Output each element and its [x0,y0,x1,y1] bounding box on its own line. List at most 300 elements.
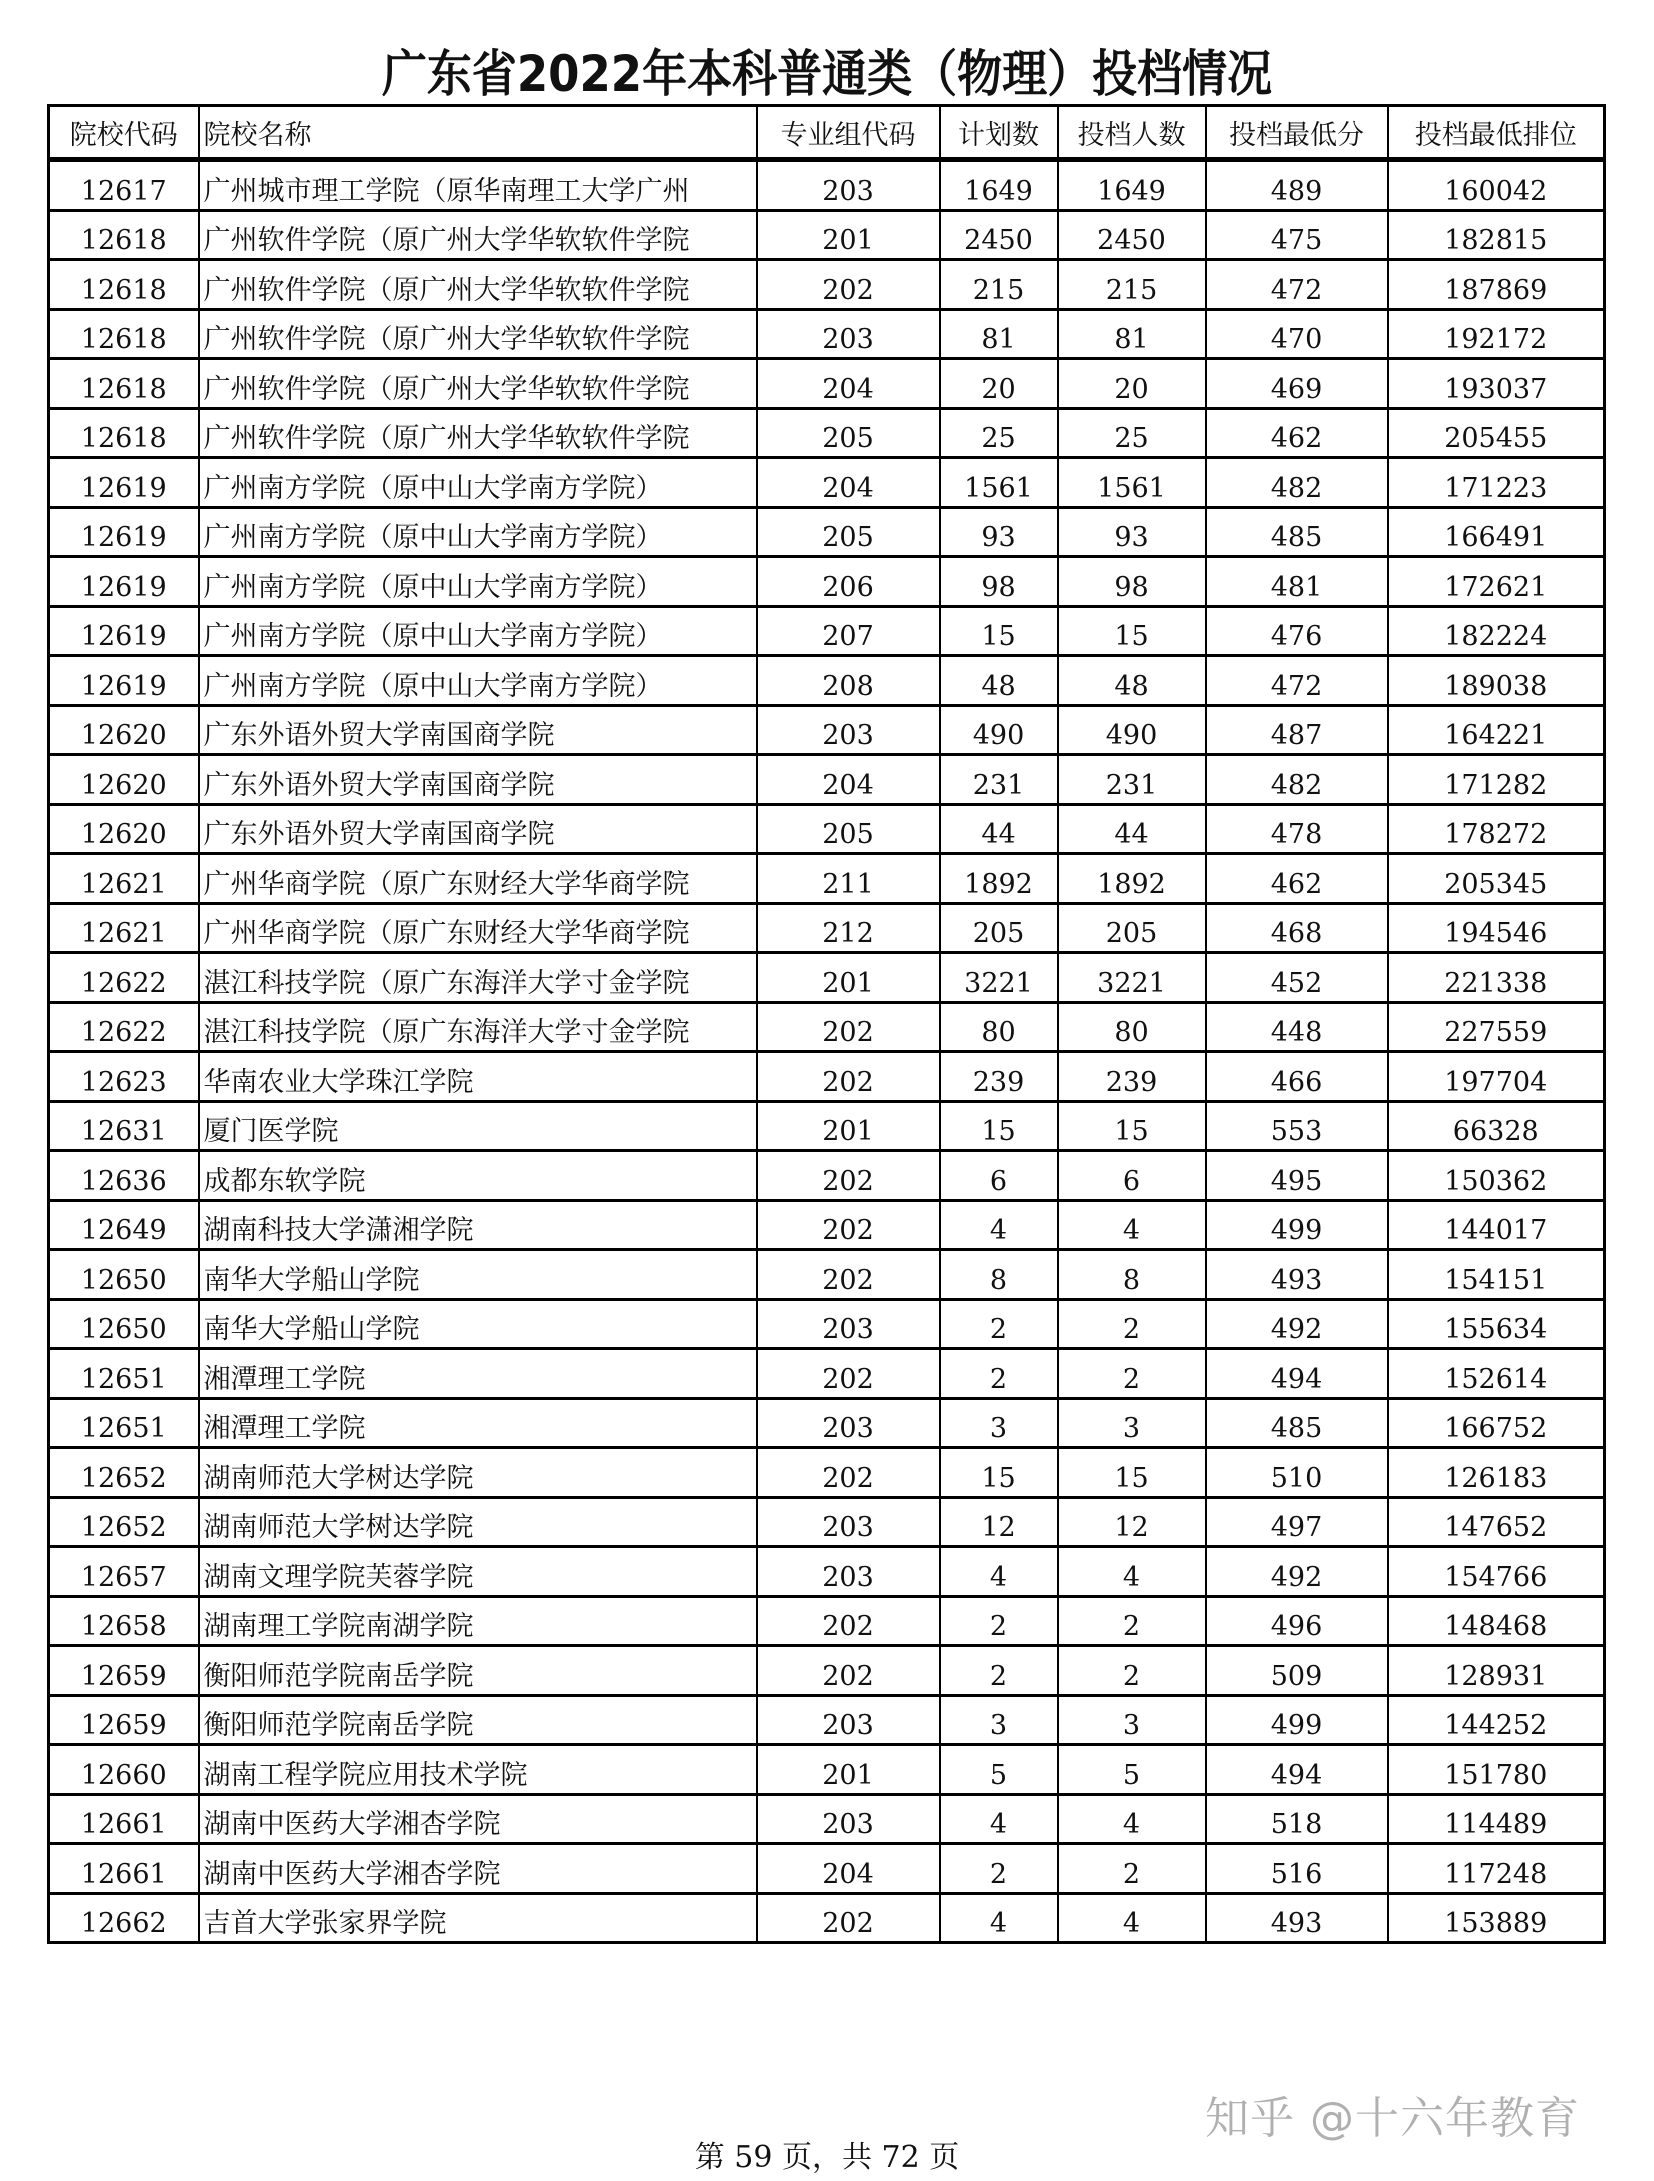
cell-min-score: 493 [1206,1250,1388,1300]
cell-school-name: 衡阳师范学院南岳学院 [199,1695,757,1745]
table-row [49,854,1605,904]
table-row [49,705,1605,755]
table-row [49,210,1605,260]
cell-plan-count: 2 [940,1596,1058,1646]
cell-min-score: 494 [1206,1745,1388,1795]
cell-group-code: 202 [757,260,940,310]
cell-plan-count: 231 [940,755,1058,805]
table-row [49,1844,1605,1894]
cell-school-name: 广州南方学院（原中山大学南方学院） [199,656,757,706]
cell-plan-count: 15 [940,606,1058,656]
admission-table [47,104,1606,1944]
cell-plan-count: 6 [940,1151,1058,1201]
cell-school-code: 12651 [49,1349,199,1399]
cell-admitted-count: 1649 [1058,160,1206,211]
cell-min-rank: 154151 [1388,1250,1605,1300]
cell-group-code: 202 [757,1200,940,1250]
cell-min-rank: 166491 [1388,507,1605,557]
cell-min-rank: 126183 [1388,1448,1605,1498]
cell-admitted-count: 15 [1058,606,1206,656]
cell-group-code: 203 [757,160,940,211]
cell-school-name: 成都东软学院 [199,1151,757,1201]
cell-admitted-count: 2 [1058,1646,1206,1696]
cell-school-code: 12619 [49,656,199,706]
cell-plan-count: 3 [940,1398,1058,1448]
cell-min-score: 510 [1206,1448,1388,1498]
cell-group-code: 203 [757,1695,940,1745]
cell-min-rank: 182224 [1388,606,1605,656]
cell-plan-count: 12 [940,1497,1058,1547]
cell-plan-count: 4 [940,1547,1058,1597]
cell-admitted-count: 12 [1058,1497,1206,1547]
cell-group-code: 204 [757,755,940,805]
cell-plan-count: 3221 [940,953,1058,1003]
page-title: 广东省2022年本科普通类（物理）投档情况 [381,45,1273,103]
cell-group-code: 202 [757,1893,940,1943]
cell-min-rank: 221338 [1388,953,1605,1003]
cell-group-code: 202 [757,1002,940,1052]
cell-plan-count: 25 [940,408,1058,458]
table-row [49,507,1605,557]
cell-plan-count: 81 [940,309,1058,359]
cell-group-code: 203 [757,1497,940,1547]
cell-group-code: 203 [757,1299,940,1349]
cell-min-rank: 155634 [1388,1299,1605,1349]
cell-min-rank: 144252 [1388,1695,1605,1745]
cell-min-rank: 114489 [1388,1794,1605,1844]
cell-school-name: 广州软件学院（原广州大学华软软件学院 [199,359,757,409]
cell-min-rank: 205345 [1388,854,1605,904]
cell-group-code: 201 [757,1101,940,1151]
cell-plan-count: 15 [940,1101,1058,1151]
cell-school-code: 12661 [49,1794,199,1844]
cell-school-code: 12631 [49,1101,199,1151]
table-row [49,1497,1605,1547]
cell-school-code: 12618 [49,210,199,260]
cell-min-score: 470 [1206,309,1388,359]
cell-school-code: 12623 [49,1052,199,1102]
cell-school-code: 12618 [49,359,199,409]
cell-admitted-count: 48 [1058,656,1206,706]
cell-group-code: 207 [757,606,940,656]
cell-min-rank: 153889 [1388,1893,1605,1943]
cell-group-code: 203 [757,1547,940,1597]
cell-min-rank: 164221 [1388,705,1605,755]
cell-min-rank: 147652 [1388,1497,1605,1547]
cell-school-code: 12659 [49,1695,199,1745]
table-row [49,606,1605,656]
cell-school-name: 湖南中医药大学湘杏学院 [199,1844,757,1894]
cell-school-code: 12652 [49,1497,199,1547]
cell-school-name: 华南农业大学珠江学院 [199,1052,757,1102]
cell-school-name: 广州南方学院（原中山大学南方学院） [199,458,757,508]
cell-min-rank: 152614 [1388,1349,1605,1399]
cell-group-code: 206 [757,557,940,607]
cell-plan-count: 1892 [940,854,1058,904]
cell-school-code: 12619 [49,557,199,607]
cell-school-name: 广东外语外贸大学南国商学院 [199,705,757,755]
table-row [49,1052,1605,1102]
cell-plan-count: 205 [940,903,1058,953]
cell-school-name: 广州南方学院（原中山大学南方学院） [199,507,757,557]
cell-min-rank: 150362 [1388,1151,1605,1201]
table-header-row [49,106,1605,160]
table-row [49,359,1605,409]
cell-plan-count: 2450 [940,210,1058,260]
cell-group-code: 202 [757,1052,940,1102]
cell-group-code: 203 [757,1794,940,1844]
cell-plan-count: 490 [940,705,1058,755]
cell-min-score: 516 [1206,1844,1388,1894]
cell-plan-count: 44 [940,804,1058,854]
table-row [49,1349,1605,1399]
cell-min-rank: 166752 [1388,1398,1605,1448]
header-admitted-count: 投档人数 [1058,106,1206,160]
table-row [49,1547,1605,1597]
cell-school-name: 湖南师范大学树达学院 [199,1497,757,1547]
cell-school-code: 12617 [49,160,199,211]
cell-min-score: 472 [1206,260,1388,310]
cell-group-code: 204 [757,1844,940,1894]
cell-school-code: 12662 [49,1893,199,1943]
cell-school-code: 12659 [49,1646,199,1696]
table-row [49,953,1605,1003]
cell-school-code: 12650 [49,1299,199,1349]
table-row [49,755,1605,805]
table-row [49,1596,1605,1646]
cell-admitted-count: 80 [1058,1002,1206,1052]
cell-plan-count: 2 [940,1844,1058,1894]
cell-school-code: 12620 [49,804,199,854]
cell-admitted-count: 2 [1058,1299,1206,1349]
cell-min-score: 553 [1206,1101,1388,1151]
cell-min-score: 475 [1206,210,1388,260]
cell-min-score: 466 [1206,1052,1388,1102]
cell-admitted-count: 5 [1058,1745,1206,1795]
cell-min-score: 472 [1206,656,1388,706]
table-row [49,1794,1605,1844]
cell-school-code: 12619 [49,507,199,557]
cell-plan-count: 93 [940,507,1058,557]
cell-min-score: 494 [1206,1349,1388,1399]
cell-school-name: 广州城市理工学院（原华南理工大学广州 [199,160,757,211]
cell-min-score: 462 [1206,854,1388,904]
cell-school-name: 吉首大学张家界学院 [199,1893,757,1943]
cell-admitted-count: 6 [1058,1151,1206,1201]
table-row [49,458,1605,508]
table-row [49,1002,1605,1052]
cell-min-score: 493 [1206,1893,1388,1943]
cell-group-code: 202 [757,1151,940,1201]
table-row [49,1250,1605,1300]
cell-min-score: 489 [1206,160,1388,211]
cell-min-rank: 197704 [1388,1052,1605,1102]
table-row [49,1398,1605,1448]
cell-plan-count: 80 [940,1002,1058,1052]
cell-school-name: 湘潭理工学院 [199,1398,757,1448]
cell-admitted-count: 20 [1058,359,1206,409]
table-row [49,1151,1605,1201]
cell-admitted-count: 2 [1058,1349,1206,1399]
cell-admitted-count: 3 [1058,1398,1206,1448]
cell-min-score: 496 [1206,1596,1388,1646]
cell-admitted-count: 4 [1058,1547,1206,1597]
cell-min-score: 499 [1206,1695,1388,1745]
cell-min-rank: 117248 [1388,1844,1605,1894]
cell-school-name: 广东外语外贸大学南国商学院 [199,804,757,854]
table-row [49,656,1605,706]
cell-min-score: 452 [1206,953,1388,1003]
cell-school-name: 广州南方学院（原中山大学南方学院） [199,606,757,656]
watermark: 知乎 @十六年教育 [1205,2093,1580,2144]
table-row [49,309,1605,359]
cell-group-code: 203 [757,309,940,359]
cell-admitted-count: 15 [1058,1448,1206,1498]
cell-min-score: 478 [1206,804,1388,854]
cell-school-name: 广州软件学院（原广州大学华软软件学院 [199,309,757,359]
cell-school-code: 12650 [49,1250,199,1300]
cell-plan-count: 3 [940,1695,1058,1745]
cell-admitted-count: 44 [1058,804,1206,854]
cell-school-code: 12619 [49,606,199,656]
cell-school-code: 12621 [49,854,199,904]
cell-school-code: 12619 [49,458,199,508]
table-row [49,160,1605,211]
cell-min-score: 485 [1206,507,1388,557]
cell-school-name: 广东外语外贸大学南国商学院 [199,755,757,805]
cell-admitted-count: 2 [1058,1596,1206,1646]
cell-group-code: 201 [757,210,940,260]
cell-plan-count: 4 [940,1893,1058,1943]
cell-school-name: 湖南文理学院芙蓉学院 [199,1547,757,1597]
cell-min-rank: 171223 [1388,458,1605,508]
table-row [49,1695,1605,1745]
cell-school-name: 湘潭理工学院 [199,1349,757,1399]
cell-school-code: 12618 [49,408,199,458]
cell-admitted-count: 2 [1058,1844,1206,1894]
cell-admitted-count: 4 [1058,1893,1206,1943]
cell-min-rank: 160042 [1388,160,1605,211]
table-row [49,1448,1605,1498]
cell-min-rank: 154766 [1388,1547,1605,1597]
cell-admitted-count: 3221 [1058,953,1206,1003]
cell-group-code: 202 [757,1646,940,1696]
cell-school-code: 12618 [49,260,199,310]
cell-min-score: 481 [1206,557,1388,607]
cell-group-code: 205 [757,408,940,458]
cell-school-name: 湖南中医药大学湘杏学院 [199,1794,757,1844]
table-row [49,1745,1605,1795]
cell-admitted-count: 215 [1058,260,1206,310]
cell-min-rank: 227559 [1388,1002,1605,1052]
cell-admitted-count: 490 [1058,705,1206,755]
cell-min-rank: 193037 [1388,359,1605,409]
cell-admitted-count: 8 [1058,1250,1206,1300]
cell-group-code: 205 [757,804,940,854]
cell-school-name: 厦门医学院 [199,1101,757,1151]
cell-admitted-count: 25 [1058,408,1206,458]
table-row [49,1646,1605,1696]
cell-admitted-count: 1561 [1058,458,1206,508]
cell-min-rank: 182815 [1388,210,1605,260]
cell-admitted-count: 4 [1058,1200,1206,1250]
page-footer: 第 59 页，共 72 页 [694,2140,960,2175]
cell-admitted-count: 3 [1058,1695,1206,1745]
cell-min-score: 469 [1206,359,1388,409]
cell-group-code: 202 [757,1596,940,1646]
cell-min-rank: 189038 [1388,656,1605,706]
cell-min-score: 492 [1206,1299,1388,1349]
cell-school-code: 12618 [49,309,199,359]
table-row [49,408,1605,458]
cell-min-score: 497 [1206,1497,1388,1547]
cell-admitted-count: 239 [1058,1052,1206,1102]
table-row [49,804,1605,854]
cell-min-rank: 187869 [1388,260,1605,310]
cell-admitted-count: 93 [1058,507,1206,557]
header-school-name: 院校名称 [199,106,757,160]
cell-plan-count: 239 [940,1052,1058,1102]
table-row [49,260,1605,310]
cell-plan-count: 2 [940,1646,1058,1696]
cell-plan-count: 15 [940,1448,1058,1498]
cell-school-code: 12649 [49,1200,199,1250]
cell-group-code: 203 [757,705,940,755]
header-plan-count: 计划数 [940,106,1058,160]
cell-school-name: 湖南师范大学树达学院 [199,1448,757,1498]
cell-plan-count: 2 [940,1349,1058,1399]
cell-school-name: 湖南工程学院应用技术学院 [199,1745,757,1795]
cell-min-score: 487 [1206,705,1388,755]
cell-min-score: 495 [1206,1151,1388,1201]
cell-school-name: 广州华商学院（原广东财经大学华商学院 [199,854,757,904]
cell-school-code: 12636 [49,1151,199,1201]
cell-group-code: 202 [757,1448,940,1498]
table-row [49,1893,1605,1943]
cell-plan-count: 4 [940,1794,1058,1844]
header-school-code: 院校代码 [49,106,199,160]
cell-min-rank: 144017 [1388,1200,1605,1250]
cell-group-code: 204 [757,359,940,409]
cell-school-name: 湖南科技大学潇湘学院 [199,1200,757,1250]
cell-plan-count: 2 [940,1299,1058,1349]
cell-admitted-count: 15 [1058,1101,1206,1151]
cell-admitted-count: 81 [1058,309,1206,359]
cell-min-rank: 128931 [1388,1646,1605,1696]
cell-school-code: 12661 [49,1844,199,1894]
table-row [49,1101,1605,1151]
cell-min-score: 492 [1206,1547,1388,1597]
cell-school-name: 湖南理工学院南湖学院 [199,1596,757,1646]
cell-min-rank: 171282 [1388,755,1605,805]
cell-school-code: 12652 [49,1448,199,1498]
cell-plan-count: 4 [940,1200,1058,1250]
cell-min-rank: 194546 [1388,903,1605,953]
cell-group-code: 202 [757,1250,940,1300]
cell-admitted-count: 205 [1058,903,1206,953]
cell-admitted-count: 2450 [1058,210,1206,260]
cell-admitted-count: 231 [1058,755,1206,805]
cell-min-score: 518 [1206,1794,1388,1844]
cell-school-code: 12620 [49,755,199,805]
cell-admitted-count: 1892 [1058,854,1206,904]
cell-min-score: 448 [1206,1002,1388,1052]
cell-min-score: 462 [1206,408,1388,458]
cell-admitted-count: 98 [1058,557,1206,607]
cell-min-score: 499 [1206,1200,1388,1250]
cell-school-code: 12658 [49,1596,199,1646]
cell-group-code: 201 [757,953,940,1003]
cell-min-score: 476 [1206,606,1388,656]
cell-min-score: 482 [1206,755,1388,805]
cell-plan-count: 20 [940,359,1058,409]
cell-min-rank: 148468 [1388,1596,1605,1646]
cell-min-score: 482 [1206,458,1388,508]
cell-group-code: 201 [757,1745,940,1795]
cell-school-code: 12622 [49,953,199,1003]
header-min-score: 投档最低分 [1206,106,1388,160]
cell-school-code: 12651 [49,1398,199,1448]
cell-min-score: 468 [1206,903,1388,953]
cell-min-rank: 192172 [1388,309,1605,359]
cell-school-name: 广州软件学院（原广州大学华软软件学院 [199,408,757,458]
cell-group-code: 205 [757,507,940,557]
cell-school-code: 12620 [49,705,199,755]
cell-group-code: 203 [757,1398,940,1448]
table-row [49,1200,1605,1250]
cell-group-code: 212 [757,903,940,953]
cell-plan-count: 1561 [940,458,1058,508]
cell-school-name: 湛江科技学院（原广东海洋大学寸金学院 [199,1002,757,1052]
cell-plan-count: 215 [940,260,1058,310]
table-row [49,1299,1605,1349]
cell-school-name: 广州南方学院（原中山大学南方学院） [199,557,757,607]
cell-min-rank: 66328 [1388,1101,1605,1151]
cell-min-score: 485 [1206,1398,1388,1448]
cell-min-score: 509 [1206,1646,1388,1696]
header-min-rank: 投档最低排位 [1388,106,1605,160]
cell-school-code: 12660 [49,1745,199,1795]
cell-school-name: 广州软件学院（原广州大学华软软件学院 [199,260,757,310]
cell-admitted-count: 4 [1058,1794,1206,1844]
cell-plan-count: 48 [940,656,1058,706]
cell-school-name: 衡阳师范学院南岳学院 [199,1646,757,1696]
cell-min-rank: 205455 [1388,408,1605,458]
cell-plan-count: 5 [940,1745,1058,1795]
cell-plan-count: 98 [940,557,1058,607]
cell-school-name: 南华大学船山学院 [199,1250,757,1300]
header-group-code: 专业组代码 [757,106,940,160]
cell-school-name: 湛江科技学院（原广东海洋大学寸金学院 [199,953,757,1003]
cell-min-rank: 172621 [1388,557,1605,607]
cell-plan-count: 1649 [940,160,1058,211]
cell-min-rank: 178272 [1388,804,1605,854]
cell-group-code: 208 [757,656,940,706]
cell-group-code: 211 [757,854,940,904]
table-row [49,903,1605,953]
cell-group-code: 204 [757,458,940,508]
cell-group-code: 202 [757,1349,940,1399]
cell-school-name: 南华大学船山学院 [199,1299,757,1349]
cell-min-rank: 151780 [1388,1745,1605,1795]
cell-school-name: 广州华商学院（原广东财经大学华商学院 [199,903,757,953]
table-row [49,557,1605,607]
cell-school-code: 12657 [49,1547,199,1597]
cell-plan-count: 8 [940,1250,1058,1300]
cell-school-code: 12621 [49,903,199,953]
cell-school-code: 12622 [49,1002,199,1052]
cell-school-name: 广州软件学院（原广州大学华软软件学院 [199,210,757,260]
